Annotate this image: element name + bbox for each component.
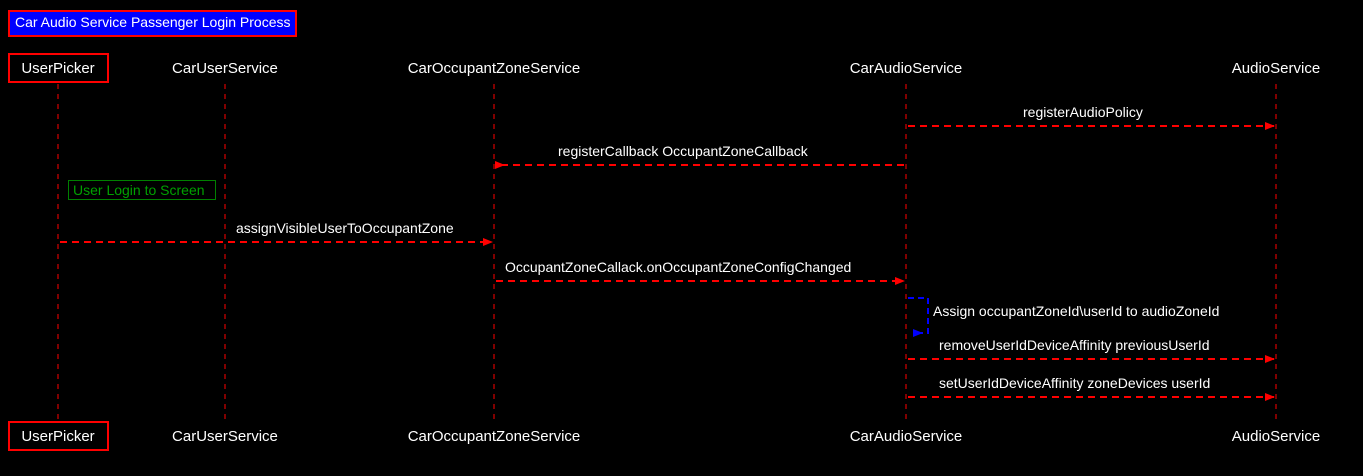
diagram-title-text: Car Audio Service Passenger Login Process — [15, 14, 291, 30]
participant-label: CarUserService — [172, 427, 278, 445]
participant-label: AudioService — [1231, 427, 1321, 445]
diagram-title — [8, 10, 297, 37]
message-label: assignVisibleUserToOccupantZone — [236, 220, 454, 236]
participant-userpicker-top[interactable] — [8, 53, 109, 83]
participant-caraudioservice-bottom[interactable] — [835, 421, 978, 451]
message-label: registerCallback OccupantZoneCallback — [558, 143, 808, 159]
participant-caroccupantzoneservice-top[interactable] — [394, 53, 595, 83]
message-label: OccupantZoneCallack.onOccupantZoneConfigChanged — [505, 259, 852, 275]
participant-caroccupantzoneservice-bottom[interactable] — [394, 421, 595, 451]
participant-caruserservice-bottom[interactable] — [158, 421, 292, 451]
note-user-login — [68, 180, 216, 200]
participant-label: CarAudioService — [849, 427, 963, 445]
participant-label: CarUserService — [172, 59, 278, 77]
participant-userpicker-bottom[interactable] — [8, 421, 109, 451]
participant-caraudioservice-top[interactable] — [835, 53, 978, 83]
participant-audioservice-bottom[interactable] — [1217, 421, 1335, 451]
self-message-label: Assign occupantZoneId\userId to audioZoneId — [933, 303, 1220, 319]
participant-label: UserPicker — [21, 59, 95, 77]
note-text: User Login to Screen — [73, 182, 205, 198]
self-message-arrow — [908, 298, 928, 333]
participant-audioservice-top[interactable] — [1217, 53, 1335, 83]
participant-caruserservice-top[interactable] — [158, 53, 292, 83]
message-label: registerAudioPolicy — [1023, 104, 1143, 120]
message-label: setUserIdDeviceAffinity zoneDevices userId — [939, 375, 1211, 391]
participant-label: AudioService — [1231, 59, 1321, 77]
participant-label: CarOccupantZoneService — [407, 59, 581, 77]
participant-label: UserPicker — [21, 427, 95, 445]
participant-label: CarOccupantZoneService — [407, 427, 581, 445]
participant-label: CarAudioService — [849, 59, 963, 77]
message-label: removeUserIdDeviceAffinity previousUserId — [939, 337, 1210, 353]
